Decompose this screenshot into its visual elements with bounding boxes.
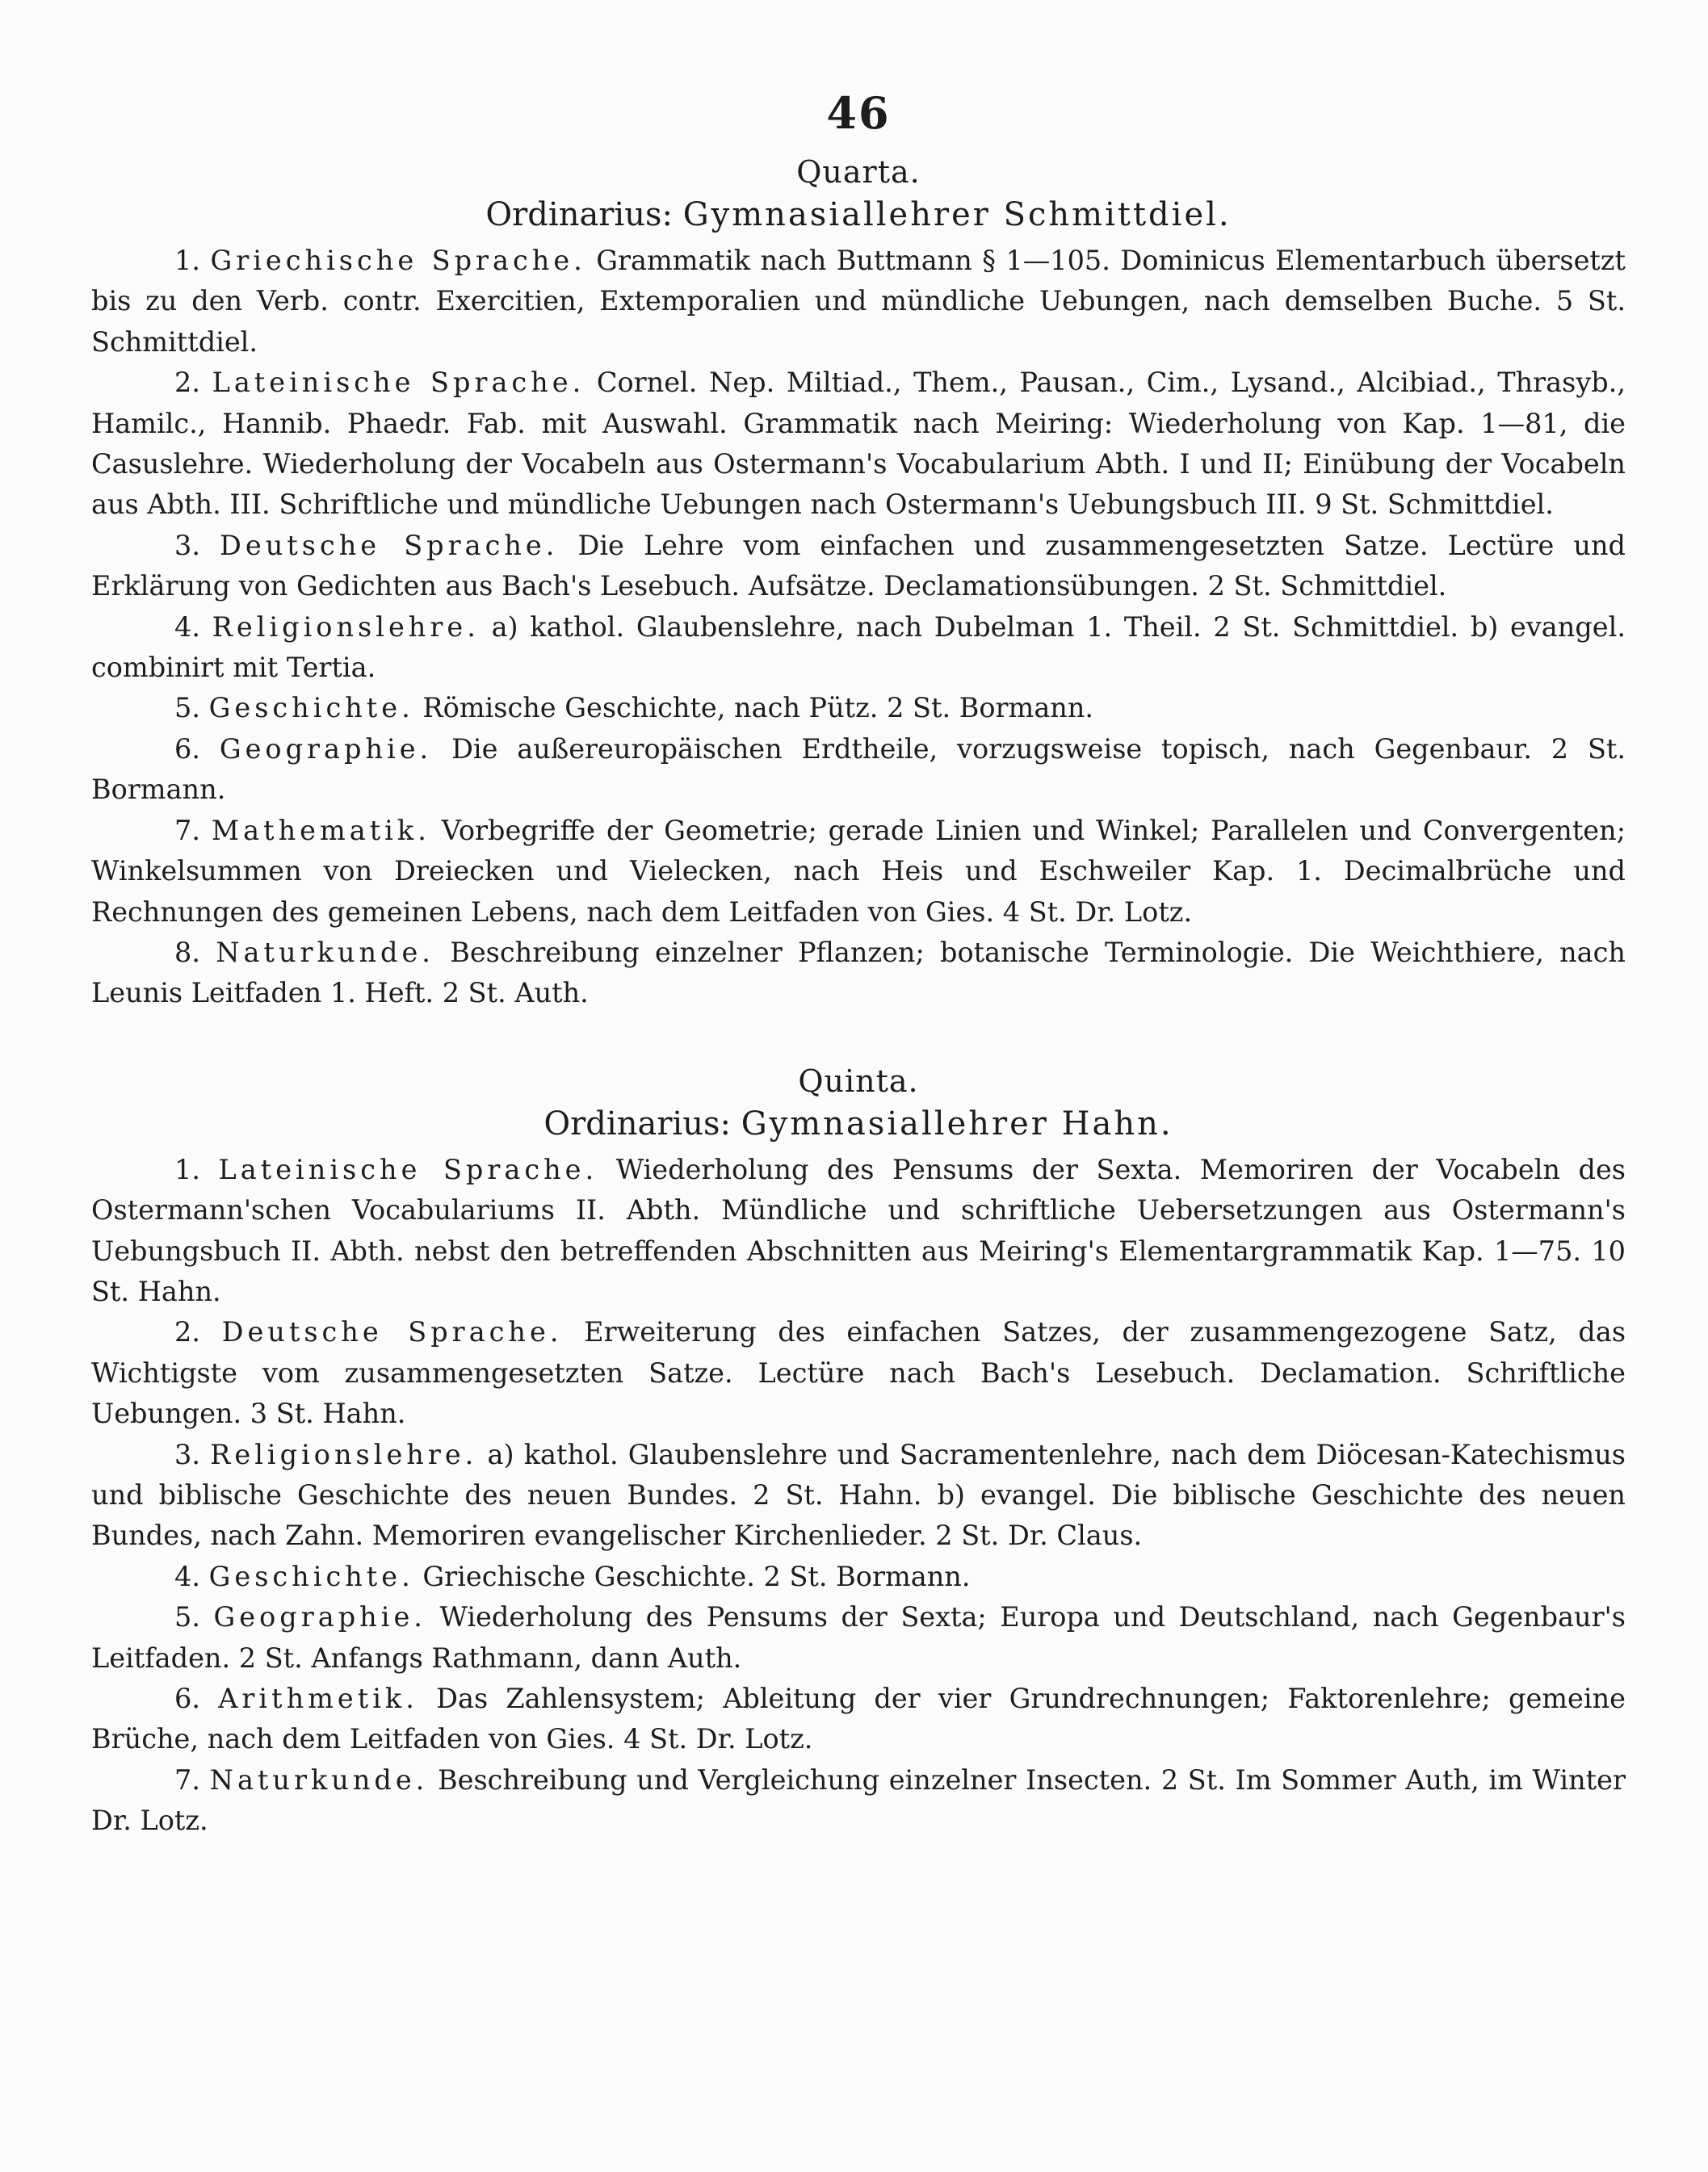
curriculum-item [91, 933, 1626, 1014]
item-subject: Geographie. [213, 1601, 426, 1633]
item-text: Griechische Geschichte. 2 St. Bormann. [422, 1560, 971, 1592]
ordinarius-teacher: Gymnasiallehrer Schmittdiel. [682, 196, 1232, 233]
item-subject: Griechische Sprache. [210, 245, 586, 276]
section-gap [91, 1014, 1626, 1061]
ordinarius-teacher: Gymnasiallehrer Hahn. [741, 1105, 1173, 1143]
item-subject: Deutsche Sprache. [220, 529, 559, 561]
curriculum-item [91, 241, 1626, 363]
item-number: 4. [174, 610, 200, 643]
curriculum-item [91, 1679, 1626, 1760]
curriculum-item [91, 1760, 1626, 1842]
item-number: 3. [174, 1438, 200, 1470]
item-number: 6. [174, 1683, 200, 1714]
item-number: 3. [174, 529, 200, 561]
item-text: Wiederholung des Pensums der Sexta; Europa und Deutschland, nach Gegenbaur's Leitfaden. 2 St. Anfangs Rathmann, dann Auth. [91, 1601, 1626, 1674]
item-subject: Lateinische Sprache. [212, 367, 585, 399]
item-subject: Geschichte. [208, 1560, 414, 1592]
item-text: Vorbegriffe der Geometrie; gerade Linien und Winkel; Parallelen und Convergenten; Winkelsummen von Dreiecken und Vielecken, nach Heis und Eschweiler Kap. 1. Decimalbrüche und Rechnungen des gemeinen Lebens, nach dem Leitfaden von Gies. 4 St. Dr. Lotz. [91, 814, 1626, 928]
item-text: Die außereuropäischen Erdtheile, vorzugsweise topisch, nach Gegenbaur. 2 St. Bormann. [91, 732, 1626, 806]
curriculum-item [91, 1312, 1626, 1434]
item-subject: Geschichte. [208, 692, 414, 724]
item-subject: Deutsche Sprache. [221, 1316, 563, 1348]
curriculum-item [91, 729, 1626, 811]
item-subject: Lateinische Sprache. [218, 1153, 598, 1185]
item-subject: Mathematik. [211, 814, 430, 846]
ordinarius-label: Ordinarius: [543, 1105, 731, 1143]
item-number: 6. [174, 732, 200, 765]
section-quinta [91, 1061, 1626, 1842]
item-text: Erweiterung des einfachen Satzes, der zusammengezogene Satz, das Wichtigste vom zusammengesetzten Satze. Lectüre nach Bach's Lesebuch. Declamation. Schriftliche Uebungen. 3 St. Hahn. [91, 1316, 1626, 1430]
section-title: Quarta. [796, 154, 921, 190]
curriculum-item [91, 688, 1626, 728]
item-text: a) kathol. Glaubenslehre, nach Dubelman 1. Theil. 2 St. Schmittdiel. b) evangel. combinirt mit Tertia. [91, 610, 1626, 684]
item-subject: Arithmetik. [218, 1683, 418, 1714]
item-subject: Naturkunde. [216, 936, 434, 968]
item-text: Beschreibung und Vergleichung einzelner Insecten. 2 St. Im Sommer Auth, im Winter Dr. Lotz. [91, 1763, 1626, 1837]
item-number: 7. [174, 814, 200, 846]
item-subject: Geographie. [219, 732, 433, 765]
item-number: 4. [174, 1560, 200, 1592]
item-text: Römische Geschichte, nach Pütz. 2 St. Bormann. [422, 692, 1094, 724]
curriculum-item [91, 1150, 1626, 1313]
item-text: a) kathol. Glaubenslehre und Sacramentenlehre, nach dem Diöcesan-Katechismus und biblische Geschichte des neuen Bundes. 2 St. Hahn. b) evangel. Die biblische Geschichte des neuen Bundes, nach Zahn. Memoriren evangelischer Kirchenlieder. 2 St. Dr. Claus. [91, 1438, 1626, 1552]
curriculum-item [91, 526, 1626, 607]
item-number: 8. [174, 936, 200, 968]
item-subject: Religionslehre. [210, 1438, 478, 1470]
item-number: 2. [174, 1316, 200, 1348]
ordinarius-line [91, 1101, 1626, 1147]
item-subject: Naturkunde. [209, 1763, 429, 1796]
item-number: 1. [174, 1153, 200, 1185]
ordinarius-line [91, 192, 1626, 237]
curriculum-item [91, 1557, 1626, 1597]
item-number: 5. [174, 692, 200, 724]
curriculum-item [91, 363, 1626, 526]
page-number: 46 [826, 87, 891, 139]
item-text: Grammatik nach Buttmann § 1—105. Dominicus Elementarbuch übersetzt bis zu den Verb. contr. Exercitien, Extemporalien und mündliche Uebungen, nach demselben Buche. 5 St. Schmittdiel. [91, 245, 1626, 358]
ordinarius-label: Ordinarius: [485, 196, 673, 233]
item-text: Die Lehre vom einfachen und zusammengesetzten Satze. Lectüre und Erklärung von Gedichten aus Bach's Lesebuch. Aufsätze. Declamationsübungen. 2 St. Schmittdiel. [91, 529, 1626, 602]
item-text: Beschreibung einzelner Pflanzen; botanische Terminologie. Die Weichthiere, nach Leunis Leitfaden 1. Heft. 2 St. Auth. [91, 936, 1626, 1009]
page-content [91, 81, 1626, 2051]
item-subject: Religionslehre. [212, 610, 480, 643]
curriculum-item [91, 811, 1626, 933]
curriculum-item [91, 1435, 1626, 1557]
item-number: 5. [174, 1601, 200, 1633]
item-text: Wiederholung des Pensums der Sexta. Memoriren der Vocabeln des Ostermann'schen Vocabulariums II. Abth. Mündliche und schriftliche Uebersetzungen aus Ostermann's Uebungsbuch II. Abth. nebst den betreffenden Abschnitten aus Meiring's Elementargrammatik Kap. 1—75. 10 St. Hahn. [91, 1153, 1626, 1307]
section-title: Quinta. [798, 1063, 919, 1099]
curriculum-item [91, 1597, 1626, 1679]
item-text: Das Zahlensystem; Ableitung der vier Grundrechnungen; Faktorenlehre; gemeine Brüche, nach dem Leitfaden von Gies. 4 St. Dr. Lotz. [91, 1683, 1626, 1755]
item-text: Cornel. Nep. Miltiad., Them., Pausan., Cim., Lysand., Alcibiad., Thrasyb., Hamilc., Hannib. Phaedr. Fab. mit Auswahl. Grammatik nach Meiring: Wiederholung von Kap. 1—81, die Casuslehre. Wiederholung der Vocabeln aus Ostermann's Vocabularium Abth. I und II; Einübung der Vocabeln aus Abth. III. Schriftliche und mündliche Uebungen nach Ostermann's Uebungsbuch III. 9 St. Schmittdiel. [91, 367, 1626, 521]
item-number: 2. [174, 367, 200, 399]
item-number: 7. [174, 1763, 200, 1796]
item-number: 1. [174, 245, 200, 276]
curriculum-item [91, 607, 1626, 689]
section-quarta [91, 152, 1626, 1014]
